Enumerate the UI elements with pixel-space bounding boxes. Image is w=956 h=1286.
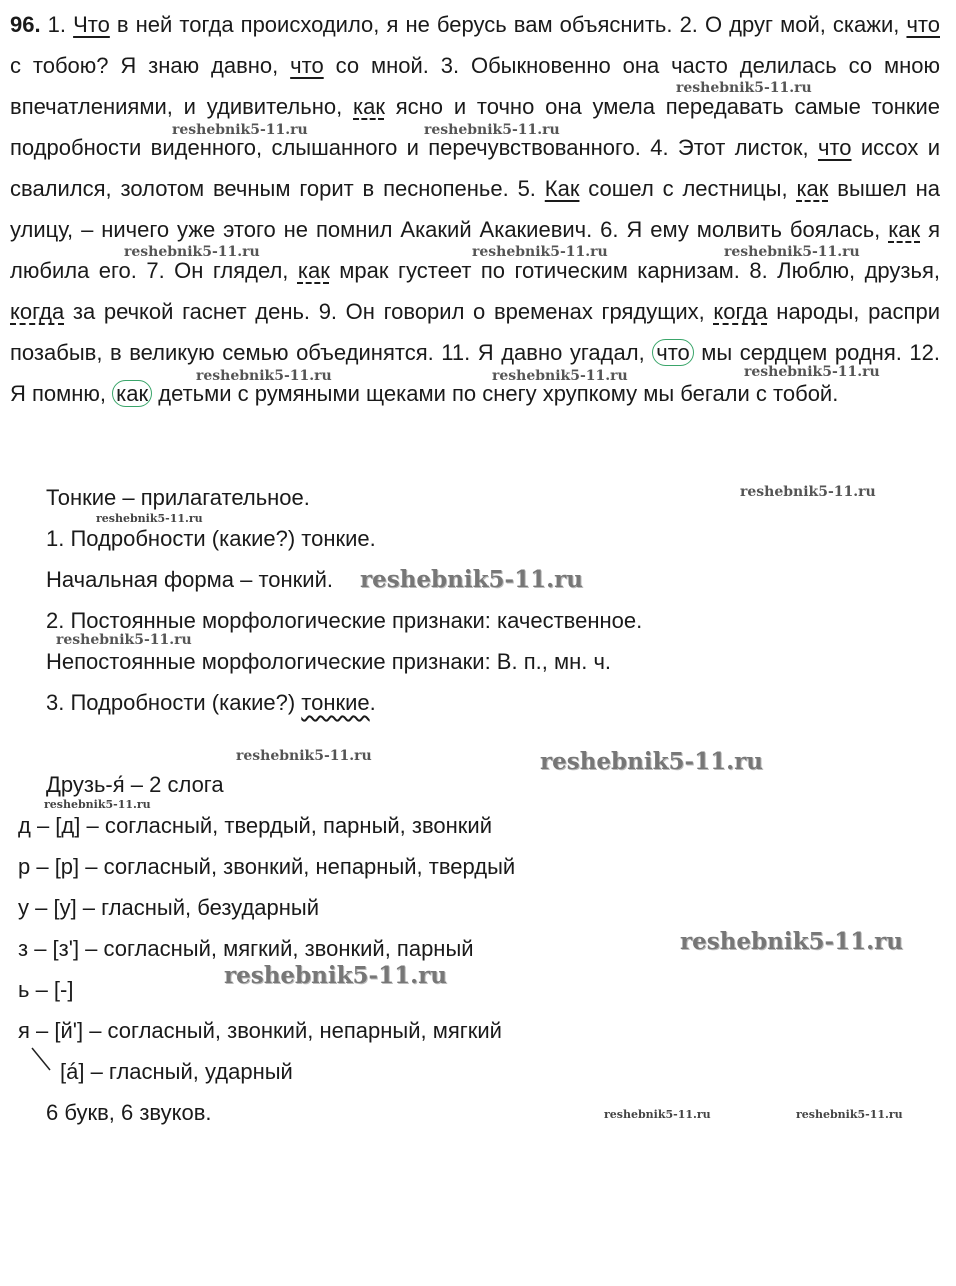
analysis-step-3 xyxy=(46,689,376,717)
phonetics-row: [á] – гласный, ударный xyxy=(60,1059,293,1084)
text-segment: с тобою? Я знаю давно, xyxy=(10,53,291,78)
text-segment: мрак густеет по готическим карнизам. 8. Люблю, друзья, xyxy=(329,258,940,283)
analysis-initial-form: Начальная форма – тонкий. xyxy=(46,567,333,592)
watermark: reshebnik5-11.ru xyxy=(96,512,203,525)
circled-word: как xyxy=(112,380,152,407)
circled-word: что xyxy=(652,339,694,366)
watermark: reshebnik5-11.ru xyxy=(740,484,876,500)
step3-prefix: 3. Подробности (какие?) xyxy=(46,690,302,715)
phonetics-row: д – [д] – согласный, твердый, парный, звонкий xyxy=(18,813,493,838)
watermark: reshebnik5-11.ru xyxy=(796,1108,903,1121)
text-segment: вышел на улицу, – ничего уже этого не помнил Акакий Акакиевич. 6. Я ему молвить боялась, xyxy=(10,176,940,242)
conjunctive-word: как xyxy=(353,94,385,119)
watermark: reshebnik5-11.ru xyxy=(424,122,560,138)
text-segment: в ней тогда происходило, я не берусь вам объяснить. 2. О друг мой, скажи, xyxy=(109,12,907,37)
step3-suffix: . xyxy=(369,690,376,715)
split-line-icon xyxy=(28,1046,58,1076)
conjunctive-word: когда xyxy=(713,299,768,324)
watermark: reshebnik5-11.ru xyxy=(44,798,151,811)
text-segment: народы, распри позабыв, в великую семью объединятся. 11. Я давно угадал, xyxy=(10,299,940,365)
phonetics-row: я – [й'] – согласный, звонкий, непарный, мягкий xyxy=(18,1018,502,1043)
phonetics-summary: 6 букв, 6 звуков. xyxy=(46,1100,212,1125)
watermark: reshebnik5-11.ru xyxy=(744,364,880,380)
phonetics-heading: Друзь-я́ – 2 слога xyxy=(46,772,224,797)
analysis-step-1: 1. Подробности (какие?) тонкие. xyxy=(46,526,376,551)
conjunction-word: Что xyxy=(73,12,110,37)
conjunction-word: что xyxy=(906,12,940,37)
watermark: reshebnik5-11.ru xyxy=(492,368,628,384)
phonetics-row: з – [з'] – согласный, мягкий, звонкий, парный xyxy=(18,936,474,961)
text-segment: ясно и точно она умела передавать самые тонкие подробности виденного, слышанного и перечувствованного. 4. Этот листок, xyxy=(10,94,940,160)
text-segment: за речкой гаснет день. 9. Он говорил о временах грядущих, xyxy=(64,299,714,324)
conjunctive-word: когда xyxy=(10,299,65,324)
analysis-heading: Тонкие – прилагательное. xyxy=(46,485,310,510)
conjunctive-word: как xyxy=(888,217,921,242)
watermark: reshebnik5-11.ru xyxy=(196,368,332,384)
conjunctive-word: как xyxy=(297,258,330,283)
analysis-constant-features: 2. Постоянные морфологические признаки: качественное. xyxy=(46,608,643,633)
text-segment: я любила его. 7. Он глядел, xyxy=(10,217,940,283)
phonetics-row: р – [р] – согласный, звонкий, непарный, твердый xyxy=(18,854,516,879)
watermark: reshebnik5-11.ru xyxy=(124,244,260,260)
text-segment: 1. xyxy=(40,12,74,37)
conjunctive-word: как xyxy=(796,176,829,201)
watermark: reshebnik5-11.ru xyxy=(724,244,860,260)
watermark: reshebnik5-11.ru xyxy=(604,1108,711,1121)
text-segment: иссох и свалился, золотом вечным горит в песнопенье. 5. xyxy=(10,135,940,201)
exercise-text xyxy=(10,4,940,414)
watermark: reshebnik5-11.ru xyxy=(360,566,583,593)
exercise-number: 96. xyxy=(10,12,41,37)
watermark: reshebnik5-11.ru xyxy=(172,122,308,138)
text-segment: сошел с лестницы, xyxy=(579,176,797,201)
analysis-variable-features: Непостоянные морфологические признаки: В. п., мн. ч. xyxy=(46,649,612,674)
text-segment: со мной. 3. Обыкновенно она часто делилась со мною впечатлениями, и удивительно, xyxy=(10,53,940,119)
step3-word: тонкие xyxy=(301,690,370,715)
watermark: reshebnik5-11.ru xyxy=(680,928,903,955)
watermark: reshebnik5-11.ru xyxy=(224,962,447,989)
watermark: reshebnik5-11.ru xyxy=(56,632,192,648)
phonetics-row: ь – [-] xyxy=(18,977,74,1002)
conjunction-word: что xyxy=(290,53,324,78)
text-segment: детьми с румяными щеками по снегу хрупкому мы бегали с тобой. xyxy=(152,381,839,406)
conjunction-word: Как xyxy=(544,176,580,201)
text-segment: мы сердцем родня. 12. Я помню, xyxy=(10,340,940,406)
watermark: reshebnik5-11.ru xyxy=(540,748,763,775)
phonetics-row: у – [у] – гласный, безударный xyxy=(18,895,320,920)
conjunction-word: что xyxy=(817,135,852,160)
watermark: reshebnik5-11.ru xyxy=(236,748,372,764)
watermark: reshebnik5-11.ru xyxy=(676,80,812,96)
watermark: reshebnik5-11.ru xyxy=(472,244,608,260)
